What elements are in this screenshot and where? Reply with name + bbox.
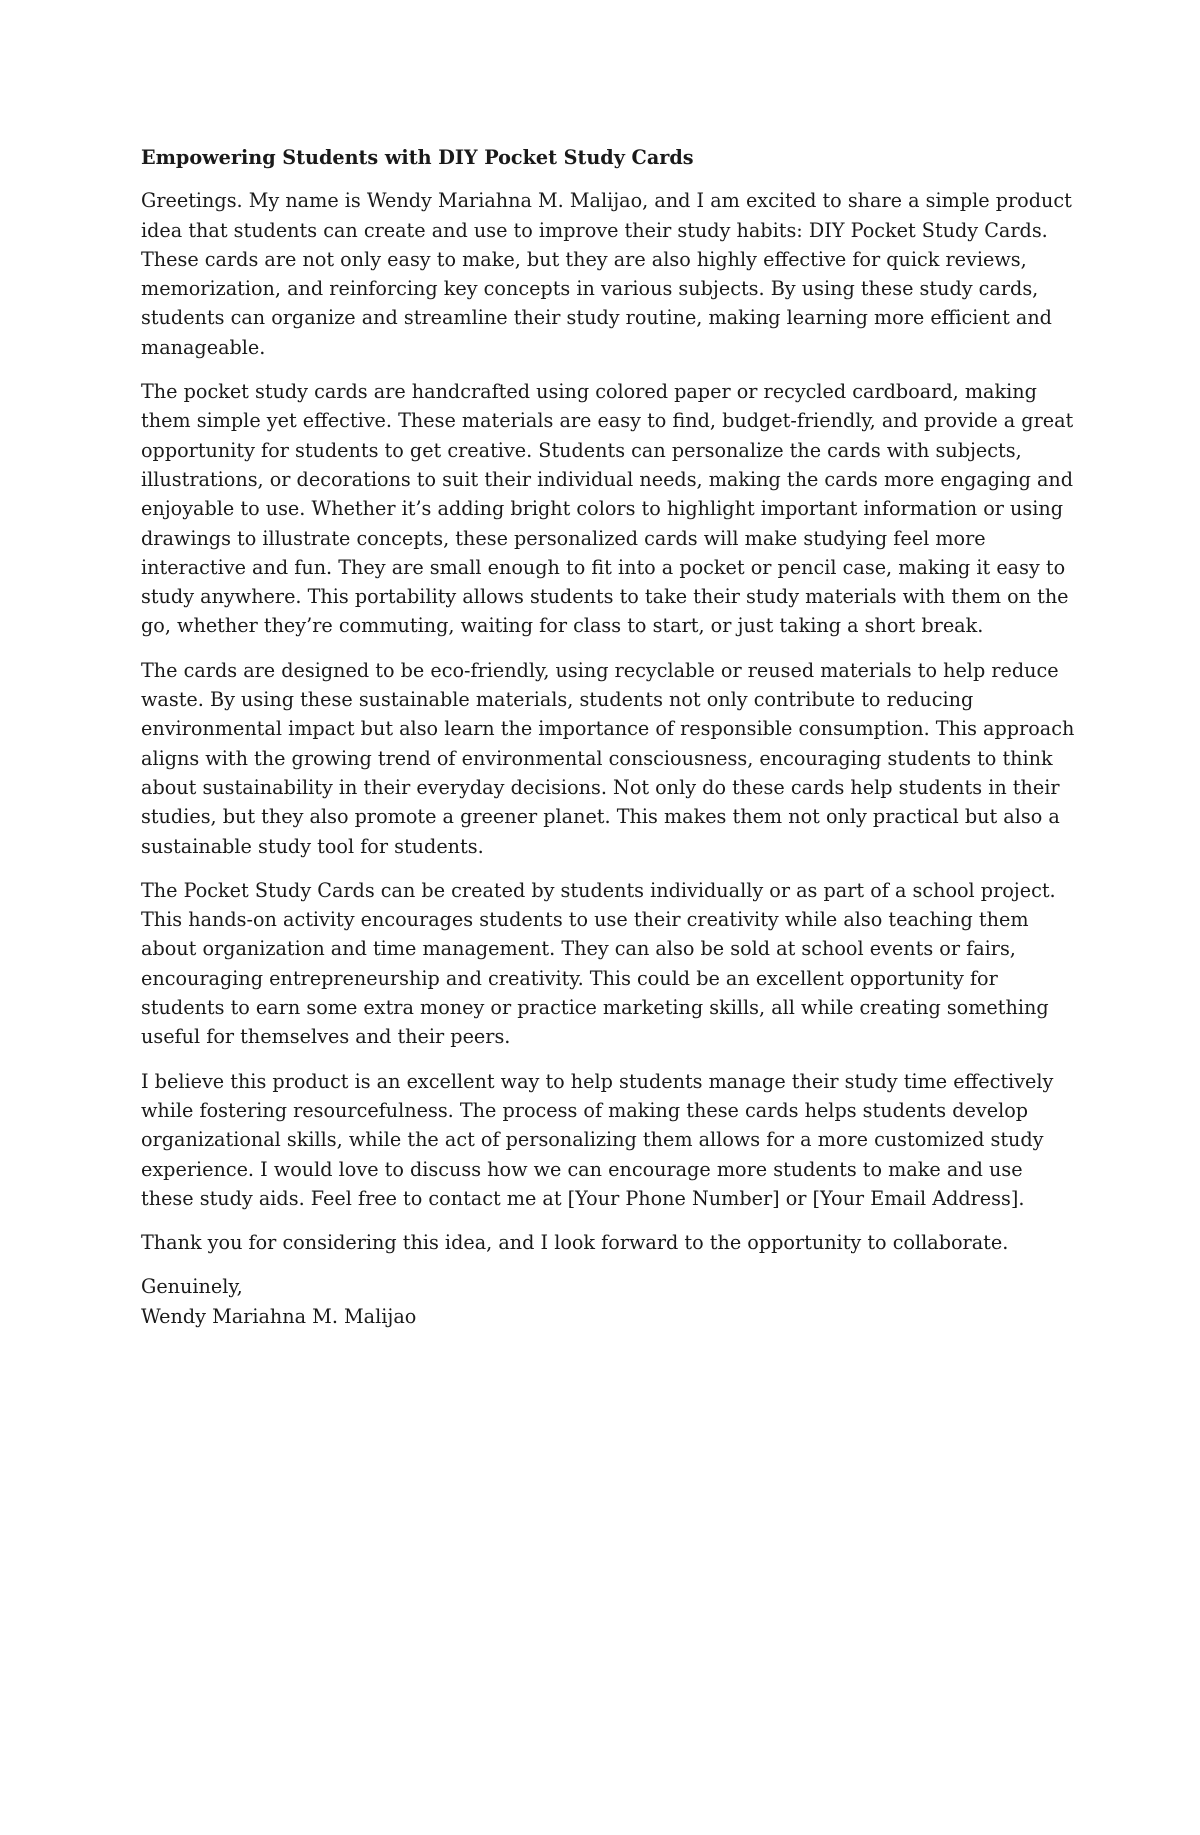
signature-name: Wendy Mariahna M. Malijao	[141, 1304, 417, 1328]
paragraph-eco-friendly: The cards are designed to be eco-friendly, using recyclable or reused materials to help reduce waste. By using these sustainable materials, students not only contribute to reducing environmental impact but also learn the importance of responsible consumption. This approach aligns with the growing trend of environmental consciousness, encouraging students to think about sustainability in their everyday decisions. Not only do these cards help students in their studies, but they also promote a greener planet. This makes them not only practical but also a sustainable study tool for students.	[141, 658, 1075, 858]
paragraph-greeting: Greetings. My name is Wendy Mariahna M. Malijao, and I am excited to share a simple product idea that students can create and use to improve their study habits: DIY Pocket Study Cards. These cards are not only easy to make, but they are also highly effective for quick reviews, memorization, and reinforcing key concepts in various subjects. By using these study cards, students can organize and streamline their study routine, making learning more efficient and manageable.	[141, 189, 1072, 359]
document-body	[141, 143, 1076, 1331]
closing-block	[141, 1272, 1076, 1331]
document-title: Empowering Students with DIY Pocket Study Cards	[141, 146, 694, 169]
paragraph-conclusion: I believe this product is an excellent way to help students manage their study time effectively while fostering resourcefulness. The process of making these cards helps students develop organizational skills, while the act of personalizing them allows for a more customized study experience. I would love to discuss how we can encourage more students to make and use these study aids. Feel free to contact me at [Your Phone Number] or [Your Email Address].	[141, 1069, 1054, 1210]
paragraph-school-project: The Pocket Study Cards can be created by students individually or as part of a school project. This hands-on activity encourages students to use their creativity while also teaching them about organization and time management. They can also be sold at school events or fairs, encouraging entrepreneurship and creativity. This could be an excellent opportunity for students to earn some extra money or practice marketing skills, all while creating something useful for themselves and their peers.	[141, 878, 1056, 1049]
closing-salutation: Genuinely,	[141, 1275, 243, 1299]
paragraph-materials: The pocket study cards are handcrafted using colored paper or recycled cardboard, making them simple yet effective. These materials are easy to find, budget-friendly, and provide a great opportunity for students to get creative. Students can personalize the cards with subjects, illustrations, or decorations to suit their individual needs, making the cards more engaging and enjoyable to use. Whether it’s adding bright colors to highlight important information or using drawings to illustrate concepts, these personalized cards will make studying feel more interactive and fun. They are small enough to fit into a pocket or pencil case, making it easy to study anywhere. This portability allows students to take their study materials with them on the go, whether they’re commuting, waiting for class to start, or just taking a short break.	[141, 380, 1074, 638]
paragraph-thanks: Thank you for considering this idea, and I look forward to the opportunity to collaborate.	[141, 1231, 1009, 1255]
